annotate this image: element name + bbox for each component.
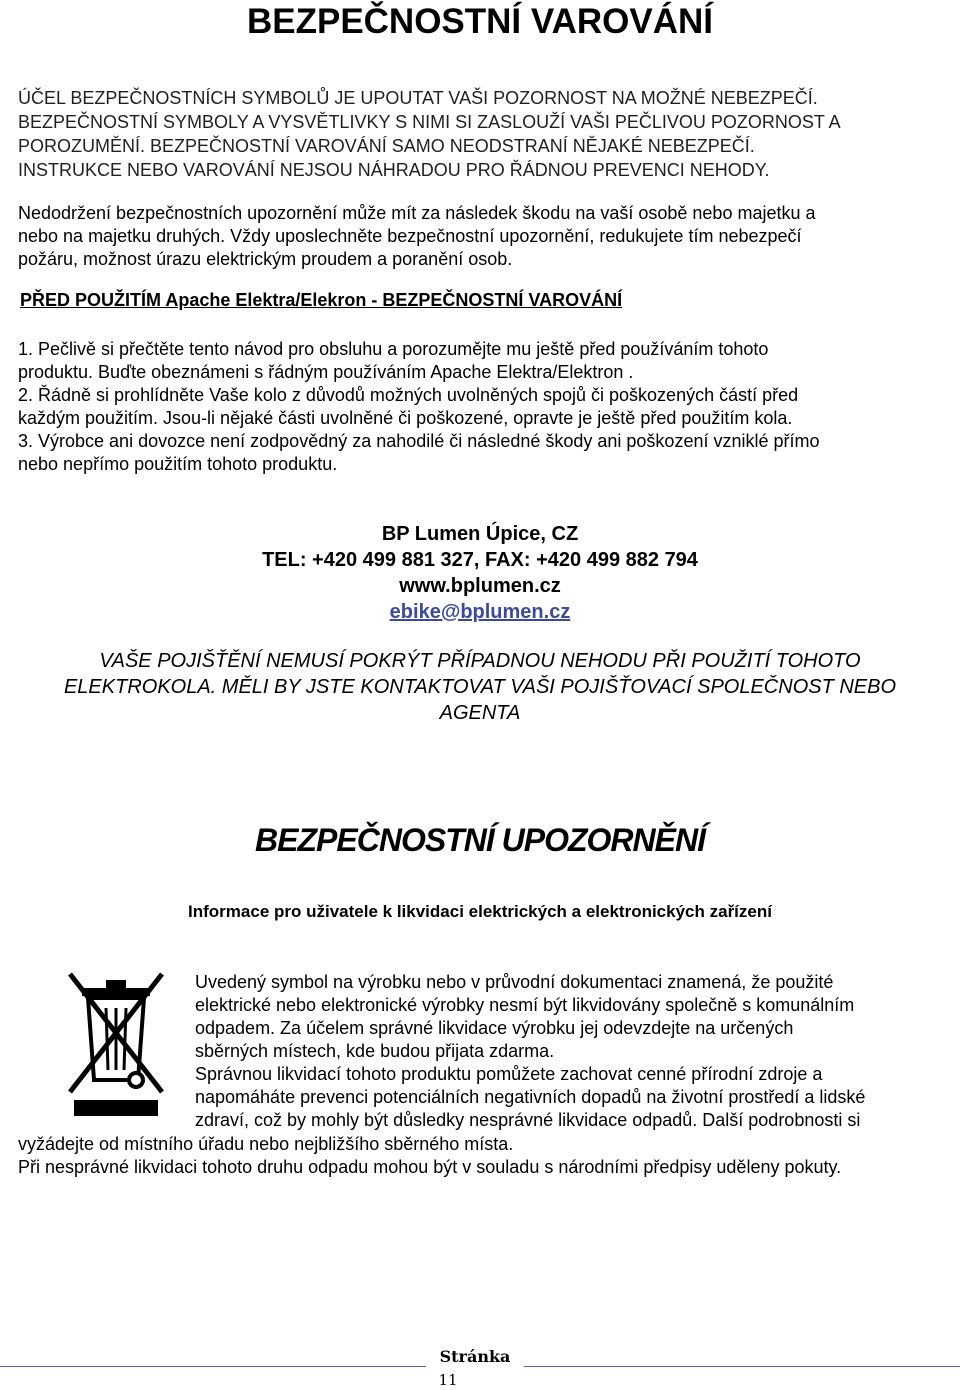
warning-line: požáru, možnost úrazu elektrickým proudem a poranění osob. xyxy=(18,249,513,269)
instruction-line: 2. Řádně si prohlídněte Vaše kolo z důvodů možných uvolněných spojů či poškozených částí před xyxy=(18,385,799,405)
footer-rule-right xyxy=(524,1366,960,1367)
instruction-line: 3. Výrobce ani dovozce není zodpovědný za nahodilé či následné škody ani poškození vzniklé přímo xyxy=(18,431,820,451)
disposal-line: Uvedený symbol na výrobku nebo v průvodní dokumentaci znamená, že použité xyxy=(195,972,834,992)
disposal-line: zdraví, což by mohly být důsledky nesprávné likvidace odpadů. Další podrobnosti si xyxy=(195,1110,861,1130)
disposal-line: odpadem. Za účelem správné likvidace výrobku jej odevzdejte na určených xyxy=(195,1018,794,1038)
crossed-out-wheelie-bin-icon xyxy=(66,968,166,1118)
intro-caps-line: ÚČEL BEZPEČNOSTNÍCH SYMBOLŮ JE UPOUTAT VAŠI POZORNOST NA MOŽNÉ NEBEZPEČÍ. xyxy=(18,88,818,108)
disposal-text xyxy=(195,971,945,1132)
disposal-line: Správnou likvidací tohoto produktu pomůžete zachovat cenné přírodní zdroje a xyxy=(195,1064,823,1084)
disposal-tail-line: Při nesprávné likvidaci tohoto druhu odpadu mohou být v souladu s národními předpisy uděleny pokuty. xyxy=(18,1157,842,1177)
disposal-tail-line: vyžádejte od místního úřadu nebo nejbližšího sběrného místa. xyxy=(18,1134,514,1154)
page-number: 11 xyxy=(438,1371,458,1389)
page-label: Stránka xyxy=(439,1347,511,1366)
instruction-line: produktu. Buďte obeznámeni s řádným používáním Apache Elektra/Elektron . xyxy=(18,362,634,382)
website: www.bplumen.cz xyxy=(399,575,561,597)
section-heading: PŘED POUŽITÍM Apache Elektra/Elekron - BEZPEČNOSTNÍ VAROVÁNÍ xyxy=(20,290,623,310)
disposal-line: elektrické nebo elektronické výrobky nesmí být likvidovány společně s komunálním xyxy=(195,995,855,1015)
disposal-line: sběrných místech, kde budou přijata zdarma. xyxy=(195,1041,555,1061)
instructions-list xyxy=(18,338,944,476)
instruction-line: každým použitím. Jsou-li nějaké části uvolněné či poškozené, opravte je ještě před použitím kola. xyxy=(18,408,793,428)
insurance-line: VAŠE POJIŠŤĚNÍ NEMUSÍ POKRÝT PŘÍPADNOU NEHODU PŘI POUŽITÍ TOHOTO xyxy=(99,650,861,672)
email-link[interactable]: ebike@bplumen.cz xyxy=(389,601,571,623)
insurance-line: AGENTA xyxy=(439,702,521,724)
instruction-line: 1. Pečlivě si přečtěte tento návod pro obsluhu a porozumějte mu ještě před používáním tohoto xyxy=(18,339,769,359)
warning-paragraph xyxy=(18,202,944,271)
insurance-notice xyxy=(0,648,960,726)
disposal-line: napomáháte prevenci potenciálních negativních dopadů na životní prostředí a lidské xyxy=(195,1087,866,1107)
disposal-tail xyxy=(18,1133,944,1179)
contact-block xyxy=(0,521,960,625)
intro-caps-line: BEZPEČNOSTNÍ SYMBOLY A VYSVĚTLIVKY S NIMI SI ZASLOUŽÍ VAŠI PEČLIVOU POZORNOST A xyxy=(18,112,841,132)
warning-line: Nedodržení bezpečnostních upozornění může mít za následek škodu na vaší osobě nebo majetku a xyxy=(18,203,816,223)
intro-caps-line: POROZUMĚNÍ. BEZPEČNOSTNÍ VAROVÁNÍ SAMO NEODSTRANÍ NĚJAKÉ NEBEZPEČÍ. xyxy=(18,136,755,156)
disposal-info-heading: Informace pro uživatele k likvidaci elektrických a elektronických zařízení xyxy=(188,902,772,921)
warning-title: BEZPEČNOSTNÍ UPOZORNĚNÍ xyxy=(255,822,705,858)
company-name: BP Lumen Úpice, CZ xyxy=(381,523,579,545)
phone-fax: TEL: +420 499 881 327, FAX: +420 499 882 794 xyxy=(262,549,698,571)
instruction-line: nebo nepřímo použitím tohoto produktu. xyxy=(18,454,338,474)
intro-caps-block xyxy=(18,86,944,182)
insurance-line: ELEKTROKOLA. MĚLI BY JSTE KONTAKTOVAT VAŠI POJIŠŤOVACÍ SPOLEČNOST NEBO xyxy=(63,676,897,698)
intro-caps-line: INSTRUKCE NEBO VAROVÁNÍ NEJSOU NÁHRADOU PRO ŘÁDNOU PREVENCI NEHODY. xyxy=(18,160,770,180)
page-title: BEZPEČNOSTNÍ VAROVÁNÍ xyxy=(246,2,714,41)
footer-rule-left xyxy=(0,1366,426,1367)
warning-line: nebo na majetku druhých. Vždy uposlechněte bezpečnostní upozornění, redukujete tím nebezpečí xyxy=(18,226,802,246)
